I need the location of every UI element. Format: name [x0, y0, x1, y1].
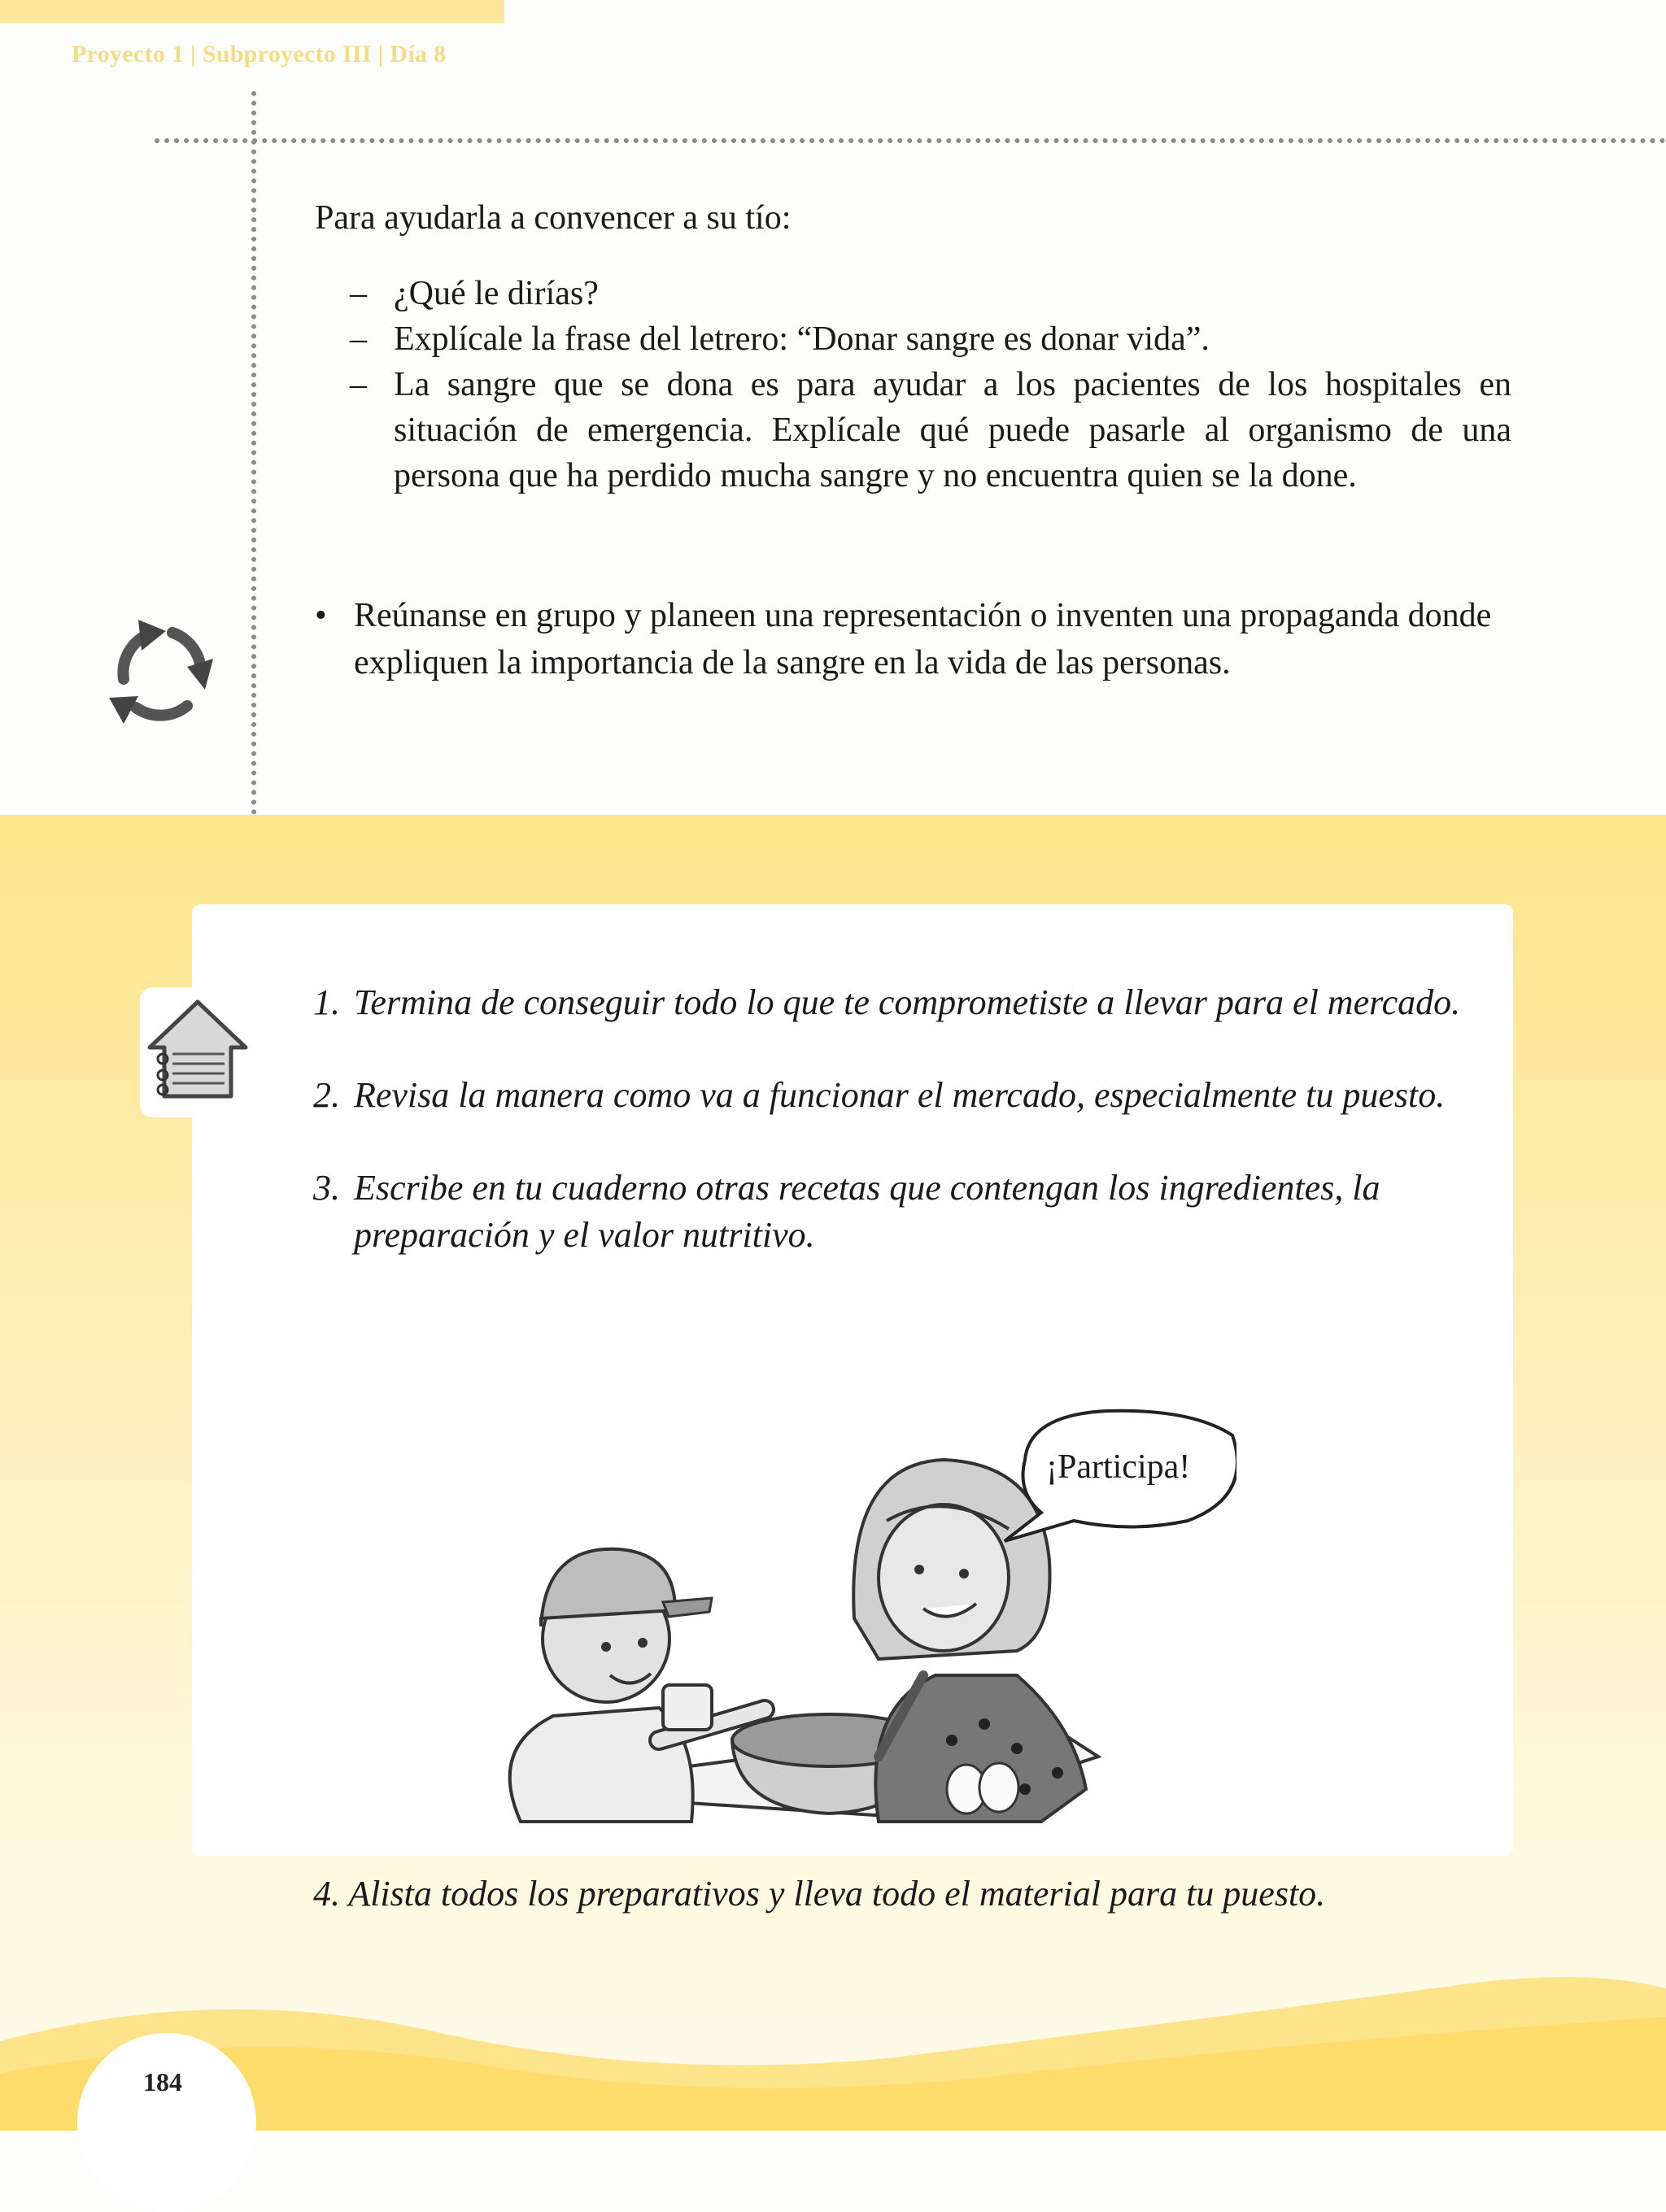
breadcrumb: Proyecto 1 | Subproyecto III | Día 8: [72, 41, 447, 67]
dash-item: – Explícale la frase del letrero: “Donar sangre es donar vida”.: [350, 320, 1210, 358]
task-item: 1. Termina de conseguir todo lo que te comprometiste a llevar para el mercado.: [313, 982, 1461, 1022]
dash-item: – La sangre que se dona es para ayudar a los pacientes de los hospitales en situación de emergencia. Explícale qué puede pasarle al organismo de una persona que ha perdido mucha sangre y no encuentra quien se la done.: [350, 366, 1511, 494]
page-number: 184: [143, 2067, 182, 2097]
task-item: 4. Alista todos los preparativos y lleva todo el material para tu puesto.: [313, 1874, 1326, 1914]
task-item: 2. Revisa la manera como va a funcionar el mercado, especialmente tu puesto.: [313, 1075, 1446, 1115]
task-item: 3. Escribe en tu cuaderno otras recetas que contengan los ingredientes, la preparación y el valor nutritivo.: [313, 1168, 1380, 1255]
dotted-divider-vertical: [251, 91, 256, 815]
dotted-divider-horizontal: [155, 138, 1666, 143]
page-number-badge: [77, 2033, 256, 2212]
dash-list: [350, 271, 1511, 499]
speech-bubble-text: ¡Participa!: [1046, 1448, 1191, 1486]
task-list: [313, 979, 1468, 1304]
house-notebook-icon: [145, 997, 251, 1104]
header-tab: [0, 0, 504, 23]
intro-text: Para ayudarla a convencer a su tío:: [315, 199, 792, 237]
bullet-item: • Reúnanse en grupo y planeen una representación o inventen una propaganda donde expliquen la importancia de la sangre en la vida de las personas.: [315, 597, 1492, 681]
recycle-arrows-icon: [91, 602, 229, 732]
dash-item: – ¿Qué le dirías?: [350, 275, 599, 312]
